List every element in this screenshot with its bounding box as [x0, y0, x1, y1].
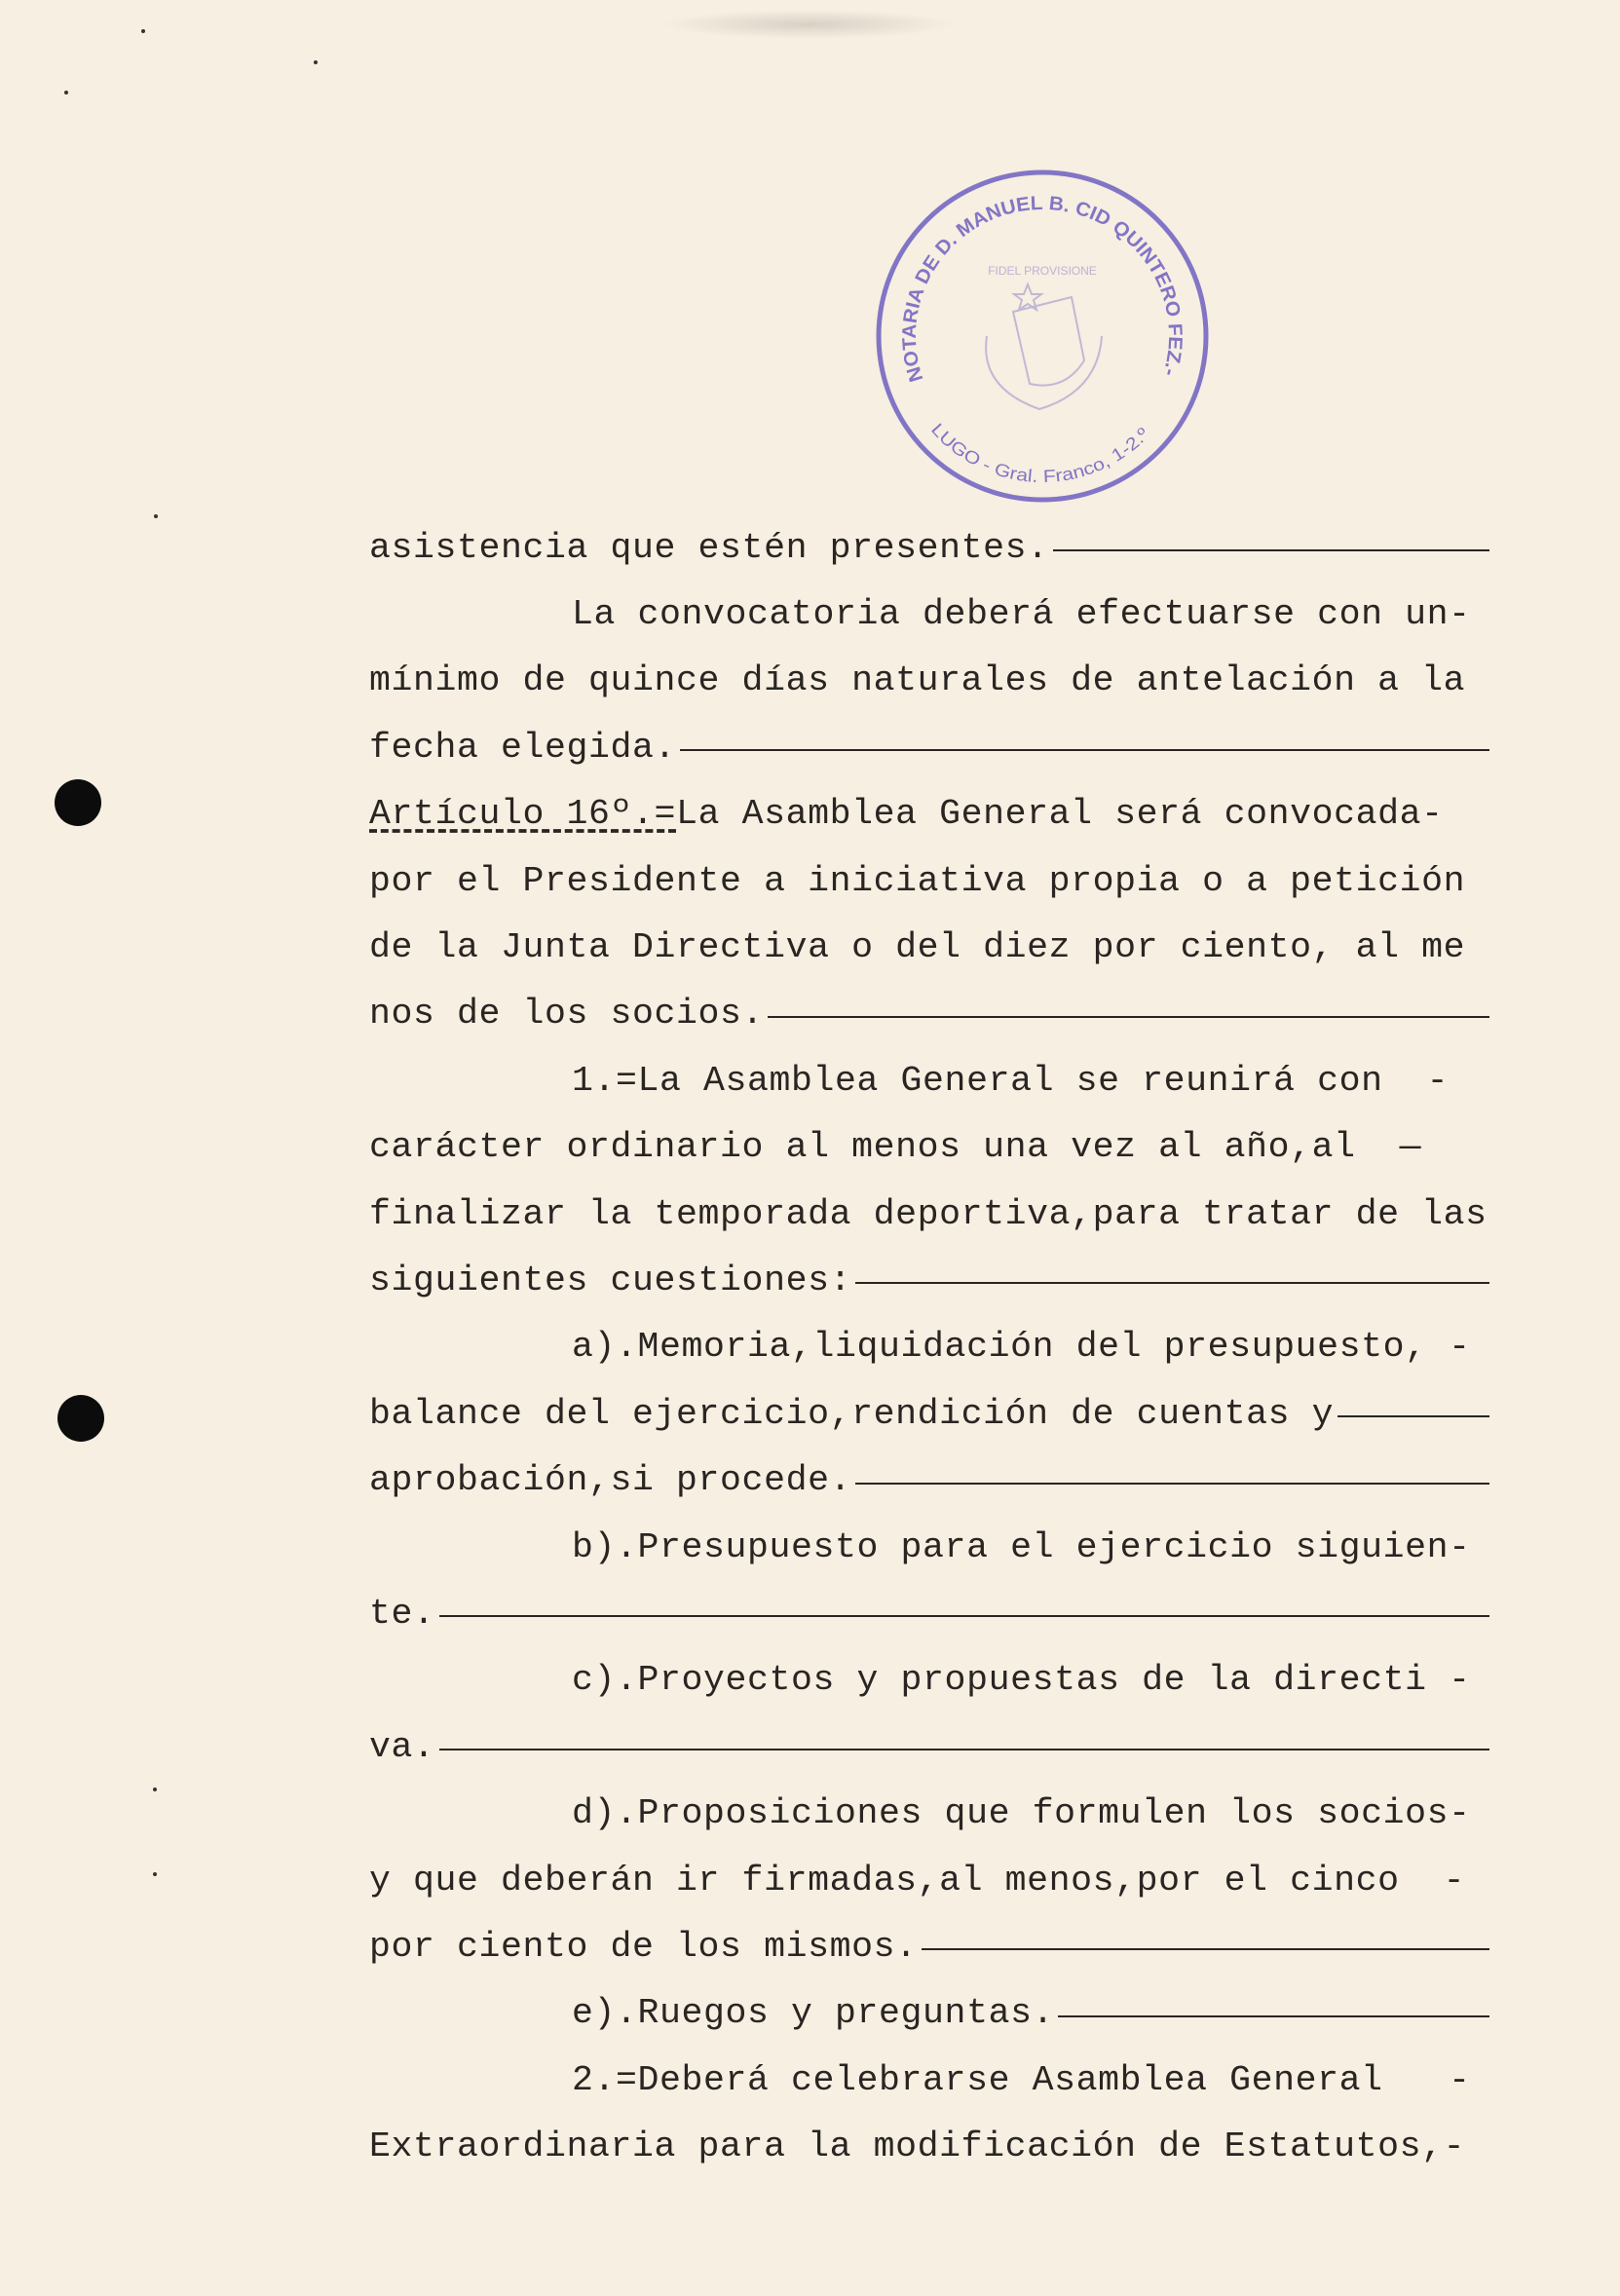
notary-stamp: [872, 166, 1213, 507]
article-heading: Artículo 16º.=: [369, 794, 677, 835]
line-text: carácter ordinario al menos una vez al año,al —: [369, 1127, 1422, 1168]
dash-filler: [1053, 549, 1489, 551]
line-text: finalizar la temporada deportiva,para tratar de las: [369, 1193, 1488, 1234]
text-line: [369, 1314, 1489, 1380]
stamp-bottom-text: LUGO - Gral. Franco, 1-2.º: [926, 419, 1152, 487]
text-line: [369, 1514, 1489, 1580]
line-text: de la Junta Directiva o del diez por ciento, al me: [369, 927, 1466, 968]
line-text: c).Proyectos y propuestas de la directi -: [572, 1660, 1471, 1701]
text-line: [369, 2047, 1489, 2113]
line-text: por el Presidente a iniciativa propia o a petición: [369, 860, 1466, 901]
dash-filler: [1058, 2015, 1489, 2017]
line-text: a).Memoria,liquidación del presupuesto, -: [572, 1327, 1471, 1368]
text-line: [369, 2113, 1489, 2179]
line-text: por ciento de los mismos.: [369, 1926, 918, 1967]
line-text: La Asamblea General será convocada-: [676, 794, 1444, 835]
line-text: b).Presupuesto para el ejercicio siguien-: [572, 1526, 1471, 1567]
text-line: [369, 781, 1489, 847]
text-line: [369, 981, 1489, 1047]
text-line: [369, 1114, 1489, 1181]
text-line: [369, 1580, 1489, 1646]
stamp-inner-text: FIDEL PROVISIONE: [988, 264, 1097, 278]
dash-filler: [922, 1948, 1489, 1950]
text-line: [369, 648, 1489, 714]
text-line: [369, 1380, 1489, 1447]
stamp-outer-text: NOTARIA DE D. MANUEL B. CID QUINTERO FEZ.-: [898, 192, 1187, 385]
text-line: [369, 1181, 1489, 1247]
speck: [154, 514, 158, 518]
document-body: [369, 514, 1489, 2180]
line-text: te.: [369, 1593, 435, 1634]
punch-hole: [55, 779, 101, 826]
line-text: Extraordinaria para la modificación de Estatutos,-: [369, 2127, 1466, 2167]
speck: [153, 1788, 157, 1791]
punch-hole: [57, 1395, 104, 1442]
text-line: [369, 1847, 1489, 1913]
text-line: [369, 1047, 1489, 1113]
text-line: [369, 1247, 1489, 1313]
text-line: [369, 1980, 1489, 2047]
stamp-ring: [879, 172, 1206, 500]
line-text: La convocatoria deberá efectuarse con un-: [572, 594, 1471, 635]
speck: [64, 91, 68, 94]
line-text: fecha elegida.: [369, 727, 677, 768]
text-line: [369, 1647, 1489, 1713]
dash-filler: [1337, 1415, 1489, 1417]
dash-filler: [680, 749, 1489, 751]
dash-filler: [855, 1483, 1489, 1485]
line-text: 2.=Deberá celebrarse Asamblea General -: [572, 2059, 1471, 2100]
coat-of-arms-icon: [986, 284, 1102, 409]
line-text: balance del ejercicio,rendición de cuentas y: [369, 1393, 1335, 1434]
text-line: [369, 1780, 1489, 1846]
text-line: [369, 1913, 1489, 1979]
text-line: [369, 514, 1489, 581]
line-text: y que deberán ir firmadas,al menos,por el cinco -: [369, 1860, 1466, 1901]
text-line: [369, 714, 1489, 780]
text-line: [369, 1447, 1489, 1513]
speck: [153, 1872, 157, 1876]
speck: [314, 60, 318, 64]
line-text: aprobación,si procede.: [369, 1460, 852, 1501]
line-text: d).Proposiciones que formulen los socios-: [572, 1793, 1471, 1834]
line-text: e).Ruegos y preguntas.: [572, 1993, 1055, 2034]
dash-filler: [855, 1282, 1489, 1284]
text-line: [369, 1713, 1489, 1780]
text-line: [369, 847, 1489, 914]
smudge-mark: [662, 10, 955, 39]
line-text: va.: [369, 1726, 435, 1767]
text-line: [369, 914, 1489, 980]
text-line: [369, 581, 1489, 647]
dash-filler: [768, 1016, 1489, 1018]
line-text: siguientes cuestiones:: [369, 1260, 852, 1300]
line-text: mínimo de quince días naturales de antelación a la: [369, 660, 1466, 701]
dash-filler: [439, 1615, 1489, 1617]
line-text: nos de los socios.: [369, 994, 765, 1035]
line-text: 1.=La Asamblea General se reunirá con -: [572, 1060, 1450, 1101]
dash-filler: [439, 1749, 1489, 1750]
speck: [141, 29, 145, 33]
line-text: asistencia que estén presentes.: [369, 527, 1049, 568]
